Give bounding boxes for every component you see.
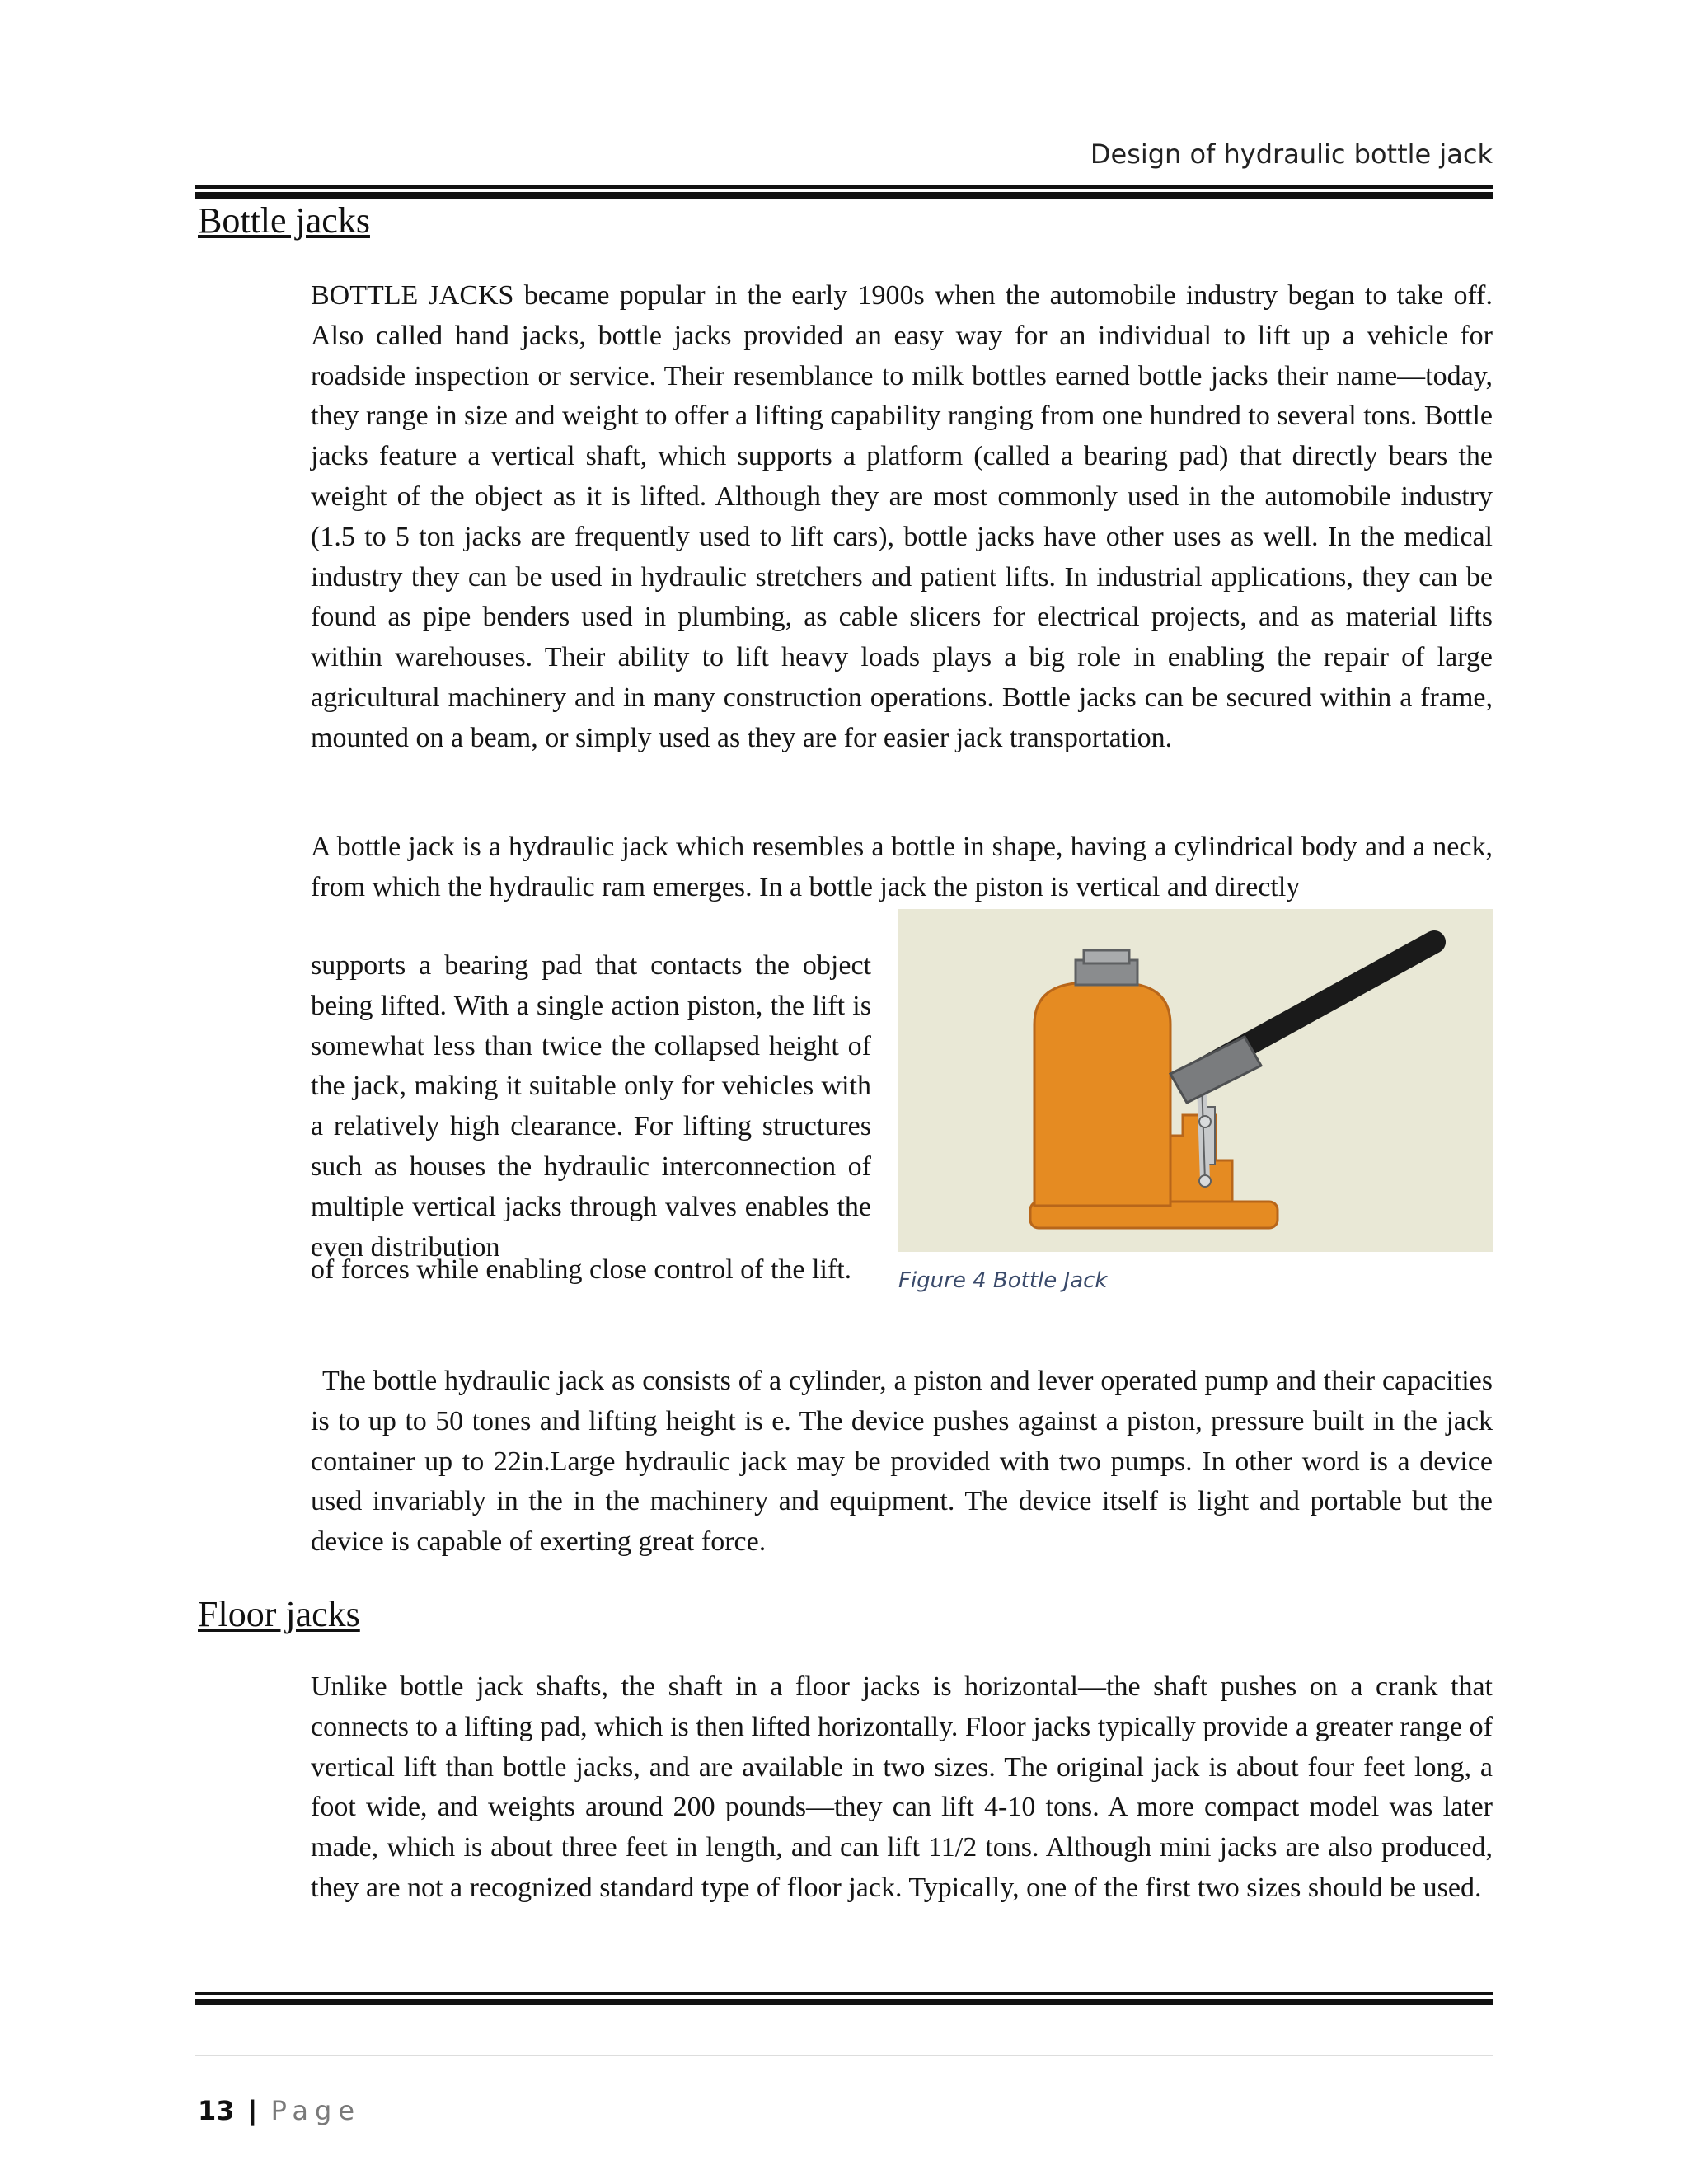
running-header: Design of hydraulic bottle jack — [1090, 138, 1493, 170]
page-label: Page — [270, 2095, 362, 2126]
footer-rule — [195, 1992, 1493, 2005]
bottle-jack-figure — [898, 909, 1493, 1252]
bottle-jack-illustration — [898, 909, 1493, 1252]
paragraph-bottle-jack-capacity: The bottle hydraulic jack as consists of a cylinder, a piston and lever operated pump and their capacities is to up to 50 tones and lifting height is e. The device pushes against a piston, pressure built in the jack container up to 22in.Large hydraulic jack may be provided with two pumps. In other word is a device used invariably in the in the machinery and equipment. The device itself is light and portable but the device is capable of exerting great force. — [311, 1366, 1493, 1558]
section-heading-floor-jacks: Floor jacks — [198, 1594, 360, 1634]
page-number — [198, 2095, 361, 2126]
section-heading-bottle-jacks: Bottle jacks — [198, 200, 370, 241]
page-number-separator: | — [247, 2095, 258, 2126]
paragraph-floor-jacks: Unlike bottle jack shafts, the shaft in a floor jacks is horizontal—the shaft pushes on a crank that connects to a lifting pad, which is then lifted horizontally. Floor jacks typically provide a greater range of vertical lift than bottle jacks, and are available in two sizes. The original jack is about four feet long, a foot wide, and weights around 200 pounds—they can lift 4-10 tons. A more compact model was later made, which is about three feet in length, and can lift 11/2 tons. Although mini jacks are also produced, they are not a recognized standard type of floor jack. Typically, one of the first two sizes should be used. — [311, 1671, 1493, 1903]
footer-divider — [195, 2055, 1493, 2056]
paragraph-bottle-jack-definition: A bottle jack is a hydraulic jack which resembles a bottle in shape, having a cylindrical body and a neck, from which the hydraulic ram emerges. In a bottle jack the piston is vertical and directly — [311, 832, 1493, 902]
page-number-value: 13 — [198, 2095, 235, 2126]
paragraph-bottle-jacks-history: BOTTLE JACKS became popular in the early 1900s when the automobile industry began to take off. Also called hand jacks, bottle jacks provided an easy way for an individual to lift up a vehicle for roadside inspection or service. Their resemblance to milk bottles earned bottle jacks their name—today, they range in size and weight to offer a lifting capability ranging from one hundred to several tons. Bottle jacks feature a vertical shaft, which supports a platform (called a bearing pad) that directly bears the weight of the object as it is lifted. Although they are most commonly used in the automobile industry (1.5 to 5 ton jacks are frequently used to lift cars), bottle jacks have other uses as well. In the medical industry they can be used in hydraulic stretchers and patient lifts. In industrial applications, they can be found as pipe benders used in plumbing, as cable slicers for electrical projects, and as material lifts within warehouses. Their ability to lift heavy loads plays a big role in enabling the repair of large agricultural machinery and in many construction operations. Bottle jacks can be secured within a frame, mounted on a beam, or simply used as they are for easier jack transportation. — [311, 280, 1493, 753]
paragraph-bottle-jack-piston-continued: of forces while enabling close control of the lift. — [311, 1254, 852, 1285]
header-rule — [195, 185, 1493, 199]
paragraph-bottle-jack-piston: supports a bearing pad that contacts the object being lifted. With a single action piston, the lift is somewhat less than twice the collapsed height of the jack, making it suitable only for vehicles with a relatively high clearance. For lifting structures such as houses the hydraulic interconnection of multiple vertical jacks through valves enables the even distribution — [311, 950, 871, 1263]
figure-caption: Figure 4 Bottle Jack — [898, 1268, 1108, 1293]
